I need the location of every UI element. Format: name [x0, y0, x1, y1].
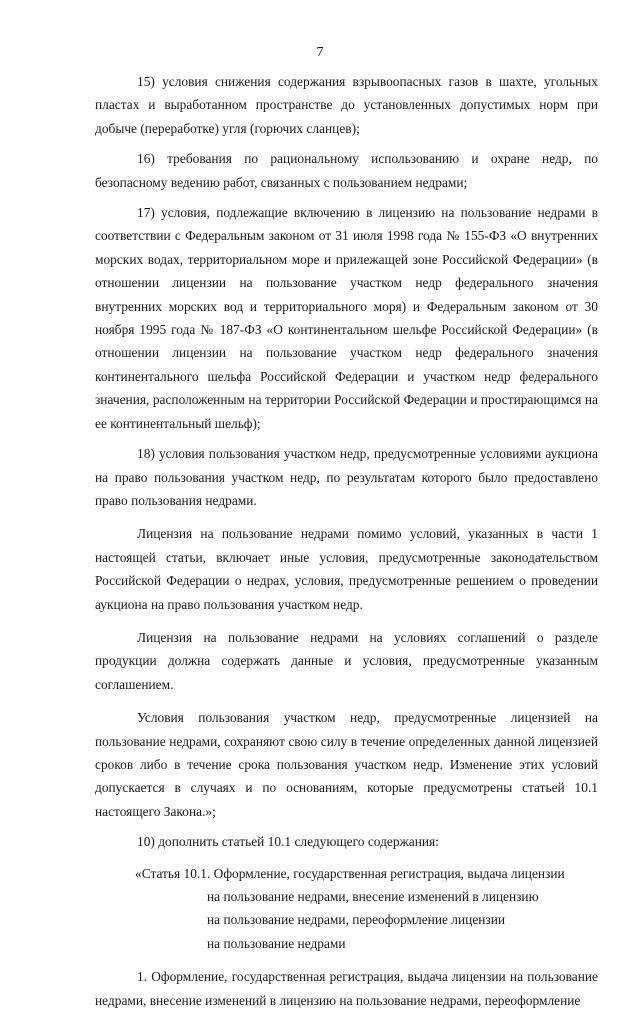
article-heading-line: на пользование недрами	[207, 935, 346, 951]
paragraph-article-clause-1: 1. Оформление, государственная регистрация, выдача лицензии на пользование недрами, внесение изменений в лицензию на пользование недрами, переоформление	[95, 969, 598, 1008]
paragraph-item-16: 16) требования по рациональному использованию и охране недр, по безопасному ведению работ, связанных с пользованием недрами;	[95, 151, 598, 190]
paragraph-production-sharing: Лицензия на пользование недрами на условиях соглашений о разделе продукции должна содержать данные и условия, предусмотренные указанным соглашением.	[95, 629, 598, 692]
paragraph-item-15: 15) условия снижения содержания взрывоопасных газов в шахте, угольных пластах и выработанном пространстве до установленных допустимых норм при добыче (переработке) угля (горючих сланцев);	[95, 74, 598, 136]
article-heading-line: «Статья 10.1. Оформление, государственная регистрация, выдача лицензии	[135, 865, 565, 881]
document-body	[95, 70, 598, 1012]
paragraph-item-10-amendment: 10) дополнить статьей 10.1 следующего содержания:	[137, 834, 439, 850]
paragraph-item-18: 18) условия пользования участком недр, предусмотренные условиями аукциона на право пользования участком недр, по результатам которого было предоставлено право пользования недрами.	[95, 446, 598, 508]
article-heading-line: на пользование недрами, внесение изменений в лицензию	[207, 889, 539, 904]
article-heading-line: на пользование недрами, переоформление лицензии	[207, 912, 506, 928]
article-heading	[95, 862, 598, 956]
paragraph-license-conditions: Лицензия на пользование недрами помимо условий, указанных в части 1 настоящей статьи, включает иные условия, предусмотренные законодательством Российской Федерации о недрах, условия, предусмотренные решением о проведении аукциона на право пользования участком недр.	[95, 526, 598, 612]
page-number: 7	[316, 45, 324, 60]
paragraph-conditions-validity: Условия пользования участком недр, предусмотренные лицензией на пользование недрами, сохраняют свою силу в течение определенных данной лицензией сроков либо в течение срока пользования участком недр. Изменение этих условий допускается в случаях и по основаниям, которые предусмотрены статьей 10.1 настоящего Закона.»;	[95, 710, 598, 819]
paragraph-item-17: 17) условия, подлежащие включению в лицензию на пользование недрами в соответствии с Федеральным законом от 31 июля 1998 года № 155-ФЗ «О внутренних морских водах, территориальном море и прилежащей зоне Российской Федерации» (в отношении лицензии на пользование участком недр федерального значения внутренних морских вод и территориального моря) и Федеральным законом от 30 ноября 1995 года № 187-ФЗ «О континентальном шельфе Российской Федерации» (в отношении лицензии на пользование участком недр федерального значения континентального шельфа Российской Федерации и участком недр федерального значения, расположенным на территории Российской Федерации и простирающимся на ее континентальный шельф);	[95, 205, 598, 431]
